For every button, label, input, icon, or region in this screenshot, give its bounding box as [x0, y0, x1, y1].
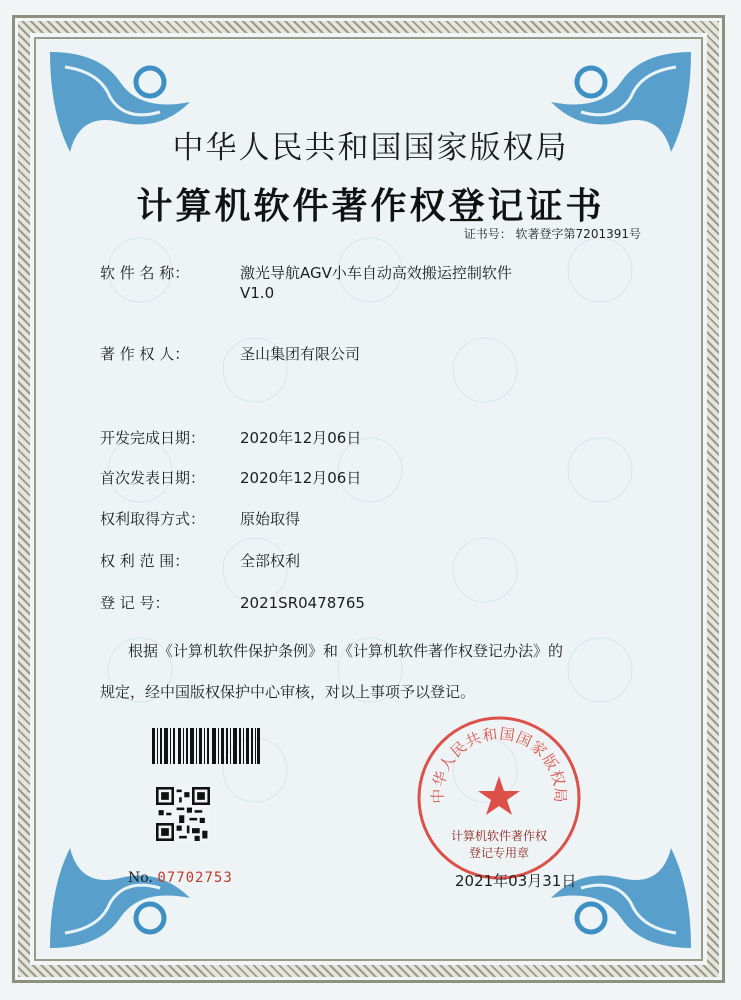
barcode — [152, 728, 260, 764]
field-rights-scope — [100, 550, 300, 571]
seal-line-1: 计算机软件著作权 — [450, 829, 548, 843]
seal-line-2: 登记专用章 — [468, 846, 530, 860]
official-seal — [415, 714, 583, 882]
field-first-publish-date — [100, 467, 361, 488]
issuing-authority: 中华人民共和国国家版权局 — [172, 130, 569, 166]
field-label: 权 利 范 围： — [100, 552, 190, 570]
field-software-version — [240, 284, 274, 302]
field-acquisition-method — [100, 508, 300, 529]
field-value: 原始取得 — [240, 510, 301, 528]
field-registration-number — [100, 592, 365, 613]
body-text-line-2: 规定，经中国版权保护中心审核，对以上事项予以登记。 — [100, 683, 476, 701]
qr-code — [156, 787, 210, 841]
field-label: 开发完成日期： — [100, 429, 206, 447]
field-label: 首次发表日期： — [100, 469, 206, 487]
field-label: 软 件 名 称： — [100, 264, 190, 282]
field-value: 2020年12月06日 — [240, 469, 362, 487]
issue-date: 2021年03月31日 — [455, 872, 577, 890]
field-dev-completion-date — [100, 427, 361, 448]
field-value: 激光导航AGV小车自动高效搬运控制软件 — [240, 264, 512, 282]
field-value: 2020年12月06日 — [240, 429, 362, 447]
field-value: 全部权利 — [240, 552, 301, 570]
field-value: 2021SR0478765 — [240, 594, 365, 612]
field-value-version: V1.0 — [240, 284, 275, 302]
field-value: 圣山集团有限公司 — [240, 345, 361, 363]
field-copyright-owner — [100, 343, 360, 364]
seal-ring-text: 中华人民共和国国家版权局 — [428, 724, 570, 804]
serial-number-value: 07702753 — [157, 870, 233, 886]
serial-prefix: No. — [128, 870, 153, 886]
field-software-name — [100, 262, 512, 283]
field-label: 著 作 权 人： — [100, 345, 190, 363]
body-text-line-1: 根据《计算机软件保护条例》和《计算机软件著作权登记办法》的 — [128, 642, 564, 660]
field-label: 登 记 号： — [100, 594, 170, 612]
field-label: 权利取得方式： — [100, 510, 206, 528]
seal-star-icon — [478, 776, 520, 815]
certificate-number: 证书号： 软著登字第7201391号 — [463, 227, 641, 241]
serial-number — [128, 870, 233, 886]
certificate-title: 计算机软件著作权登记证书 — [136, 186, 605, 227]
